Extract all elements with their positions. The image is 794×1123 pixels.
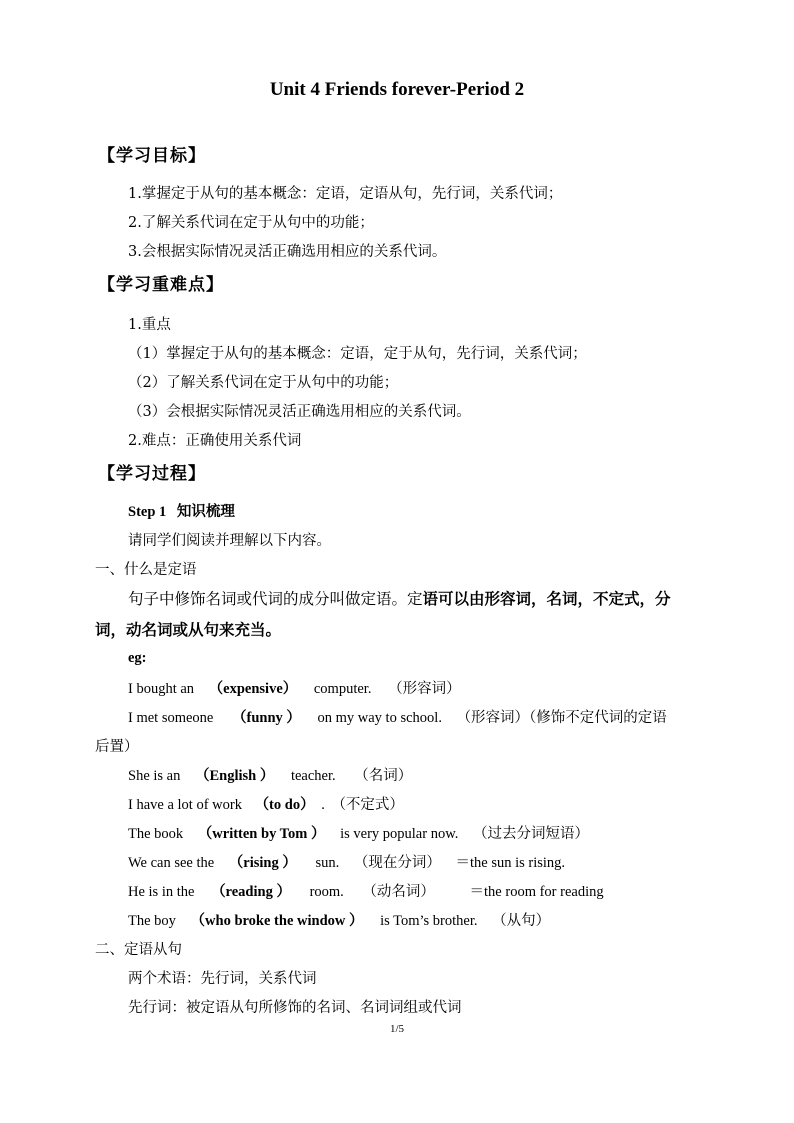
eg-label: eg: xyxy=(128,650,147,666)
example-4-post: . xyxy=(321,797,325,813)
step1-label: Step 1 xyxy=(128,504,167,520)
example-row-3 xyxy=(128,764,412,785)
example-7-pre: He is in the xyxy=(128,884,195,900)
part1-paragraph-line1 xyxy=(128,587,671,609)
part1-para-bold-1: 语可以由形容词，名词，不定式，分 xyxy=(422,589,671,608)
example-4-word: （to do） xyxy=(254,797,315,813)
example-8-pre: The boy xyxy=(128,913,176,929)
example-1-note: （形容词） xyxy=(388,681,461,697)
key-point-1: 1.重点 xyxy=(128,317,171,333)
example-4-note: （不定式） xyxy=(331,797,404,813)
example-8-post: is Tom’s brother. xyxy=(380,913,478,929)
example-3-word: （English ） xyxy=(194,768,275,784)
part2-heading: 二、定语从句 xyxy=(95,942,182,958)
example-2-note: （形容词）（修饰不定代词的定语 xyxy=(456,710,667,726)
example-3-pre: She is an xyxy=(128,768,181,784)
part1-paragraph-line2 xyxy=(95,618,281,640)
example-7-post: room. xyxy=(309,884,344,900)
example-2-post: on my way to school. xyxy=(317,710,442,726)
example-5-post: is very popular now. xyxy=(340,826,459,842)
example-3-post: teacher. xyxy=(290,768,336,784)
example-4-pre: I have a lot of work xyxy=(128,797,242,813)
example-1-word: （expensive） xyxy=(208,681,298,697)
example-5-note: （过去分词短语） xyxy=(472,826,589,842)
example-2-pre: I met someone xyxy=(128,710,214,726)
example-7-word: （reading ） xyxy=(211,884,291,900)
example-row-6 xyxy=(128,851,565,872)
goals-heading: 【学习目标】 xyxy=(98,146,206,166)
example-5-pre: The book xyxy=(128,826,184,842)
example-row-8 xyxy=(128,909,550,930)
example-row-1 xyxy=(128,677,461,698)
step1-intro: 请同学们阅读并理解以下内容。 xyxy=(128,533,331,549)
key-point-2: 2.难点：正确使用关系代词 xyxy=(128,433,302,449)
key-points-heading: 【学习重难点】 xyxy=(98,275,224,295)
step1-title xyxy=(128,500,235,521)
page-number: 1/5 xyxy=(389,1023,405,1035)
example-6-post: sun. xyxy=(315,855,340,871)
example-1-pre: I bought an xyxy=(128,681,195,697)
example-2-word: （funny ） xyxy=(231,710,301,726)
example-row-2 xyxy=(128,706,667,727)
key-point-1-3: （3）会根据实际情况灵活正确选用相应的关系代词。 xyxy=(128,404,471,420)
example-7-note: （动名词） xyxy=(362,884,435,900)
goal-item-2: 2.了解关系代词在定于从句中的功能； xyxy=(128,215,374,231)
example-row-5 xyxy=(128,822,589,843)
page-title: Unit 4 Friends forever-Period 2 xyxy=(269,79,525,100)
example-1-post: computer. xyxy=(313,681,372,697)
part1-para-normal: 句子中修饰名词或代词的成分叫做定语。定 xyxy=(128,590,423,608)
example-2-wrap: 后置） xyxy=(95,739,139,755)
example-row-4 xyxy=(128,793,404,814)
key-point-1-1: （1）掌握定于从句的基本概念：定语，定于从句，先行词，关系代词； xyxy=(128,346,587,362)
goal-item-3: 3.会根据实际情况灵活正确选用相应的关系代词。 xyxy=(128,244,447,260)
goal-item-1: 1.掌握定于从句的基本概念：定语，定语从句，先行词，关系代词； xyxy=(128,186,563,202)
example-8-word: （who broke the window ） xyxy=(190,913,364,929)
key-point-1-2: （2）了解关系代词在定于从句中的功能； xyxy=(128,375,399,391)
example-6-note: （现在分词） xyxy=(353,855,441,871)
example-7-extra: ＝the room for reading xyxy=(469,884,604,900)
example-row-7 xyxy=(128,880,604,901)
example-6-extra: ＝the sun is rising. xyxy=(455,855,566,871)
process-heading: 【学习过程】 xyxy=(98,464,206,484)
example-3-note: （名词） xyxy=(354,768,413,784)
part1-para-bold-2: 词，动名词或从句来充当。 xyxy=(95,620,282,639)
part2-terms: 两个术语：先行词，关系代词 xyxy=(128,971,317,987)
part1-heading: 一、什么是定语 xyxy=(95,562,197,578)
step1-name: 知识梳理 xyxy=(176,503,235,520)
example-6-pre: We can see the xyxy=(128,855,215,871)
example-5-word: （written by Tom ） xyxy=(197,826,326,842)
example-8-note: （从句） xyxy=(492,913,551,929)
example-6-word: （rising ） xyxy=(228,855,297,871)
part2-antecedent: 先行词：被定语从句所修饰的名词、名词词组或代词 xyxy=(128,1000,462,1016)
